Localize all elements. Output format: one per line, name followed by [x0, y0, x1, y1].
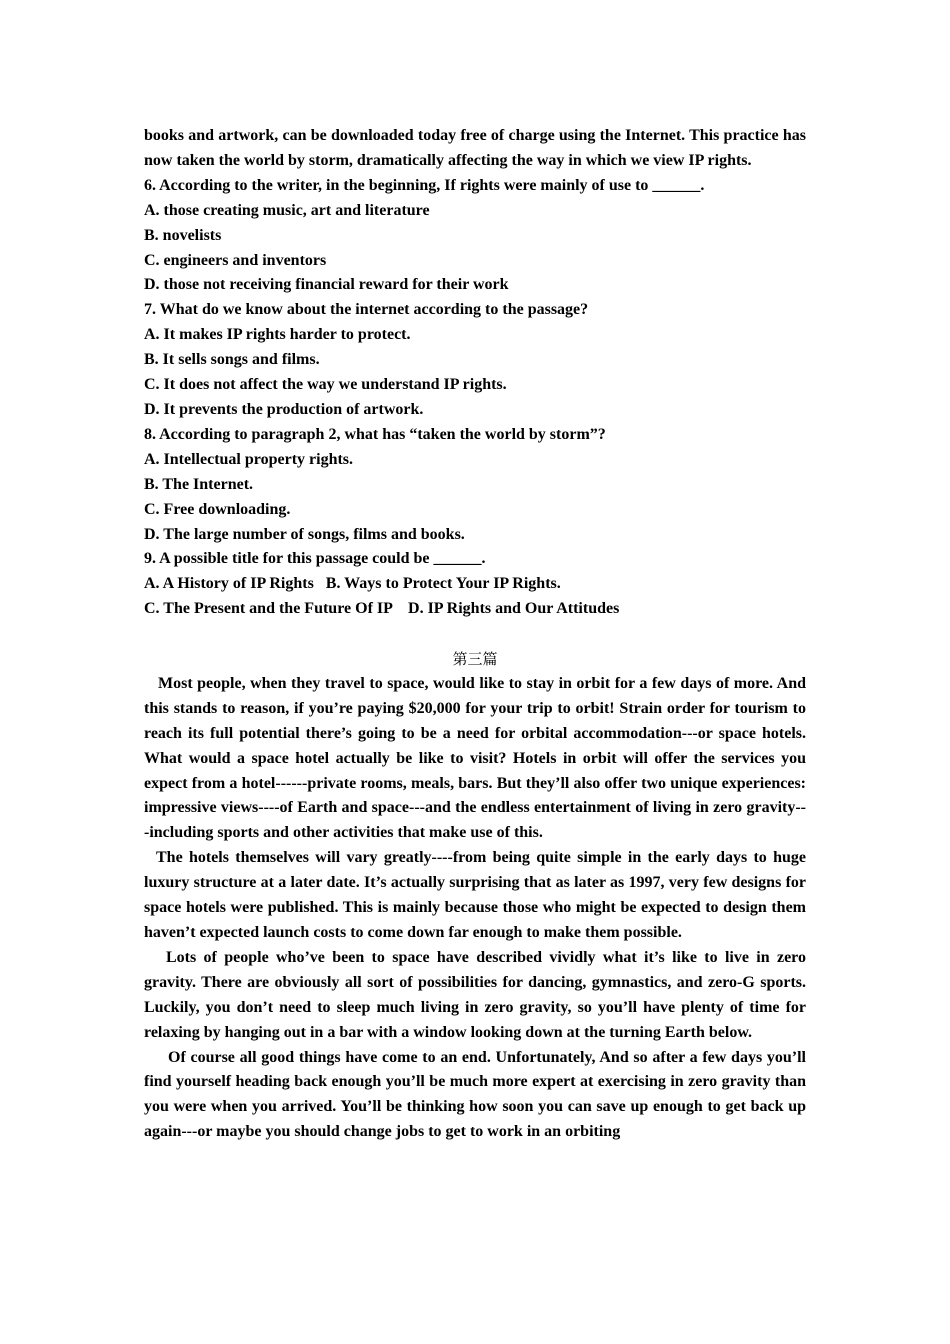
passage-2-tail: books and artwork, can be downloaded today free of charge using the Internet. This practice has now taken the world by storm, dramatically affecting the way in which we view IP rights. — [144, 127, 806, 169]
question-stem: 6. According to the writer, in the beginning, If rights were mainly of use to ______. — [144, 176, 705, 194]
question-stem: 7. What do we know about the internet according to the passage? — [144, 301, 589, 319]
option-d: D. The large number of songs, films and books. — [144, 525, 465, 543]
option-b: B. novelists — [144, 226, 222, 244]
question-stem: 8. According to paragraph 2, what has “taken the world by storm”? — [144, 425, 606, 443]
section-gap — [144, 622, 806, 647]
question-7 — [144, 298, 806, 423]
question-8 — [144, 423, 806, 548]
option-b: B. It sells songs and films. — [144, 351, 320, 369]
options-c-d: C. The Present and the Future Of IP D. IP Rights and Our Attitudes — [144, 600, 620, 618]
option-a: A. those creating music, art and literature — [144, 201, 430, 219]
question-6 — [144, 174, 806, 299]
passage-3-paragraph-3: Lots of people who’ve been to space have described vividly what it’s like to live in zero gravity. There are obviously all sort of possibilities for dancing, gymnastics, and zero-G sports. Luckily, you don’t need to sleep much living in zero gravity, so you’ll have plenty of time for relaxing by hanging out in a bar with a window looking down at the turning Earth below. — [144, 948, 806, 1041]
question-9 — [144, 547, 806, 622]
passage-3-paragraph-4: Of course all good things have come to an end. Unfortunately, And so after a few days you’ll find yourself heading back enough you’ll be much more expert at exercising in zero gravity than you were when you arrived. You’ll be thinking how soon you can save up enough to get back up again---or maybe you should change jobs to get to work in an orbiting — [144, 1048, 806, 1141]
option-c: C. engineers and inventors — [144, 251, 327, 269]
option-c: C. Free downloading. — [144, 500, 291, 518]
section-heading: 第三篇 — [452, 650, 498, 669]
option-d: D. It prevents the production of artwork. — [144, 400, 424, 418]
document-page — [144, 124, 806, 1145]
passage-3-paragraph-1: Most people, when they travel to space, would like to stay in orbit for a few days of more. And this stands to reason, if you’re paying $20,000 for your trip to orbit! Strain order for tourism to reach its full potential there’s going to be a need for orbital accommodation---or space hotels. What would a space hotel actually be like to visit? Hotels in orbit will offer the services you expect from a hotel------private rooms, meals, bars. But they’ll also offer two unique experiences: impressive views----of Earth and space---and the endless entertainment of living in zero gravity---including sports and other activities that make use of this. — [144, 674, 806, 842]
question-stem: 9. A possible title for this passage could be ______. — [144, 550, 486, 568]
option-a: A. Intellectual property rights. — [144, 450, 354, 468]
options-a-b: A. A History of IP Rights B. Ways to Protect Your IP Rights. — [144, 575, 561, 593]
option-d: D. those not receiving financial reward for their work — [144, 276, 509, 294]
option-a: A. It makes IP rights harder to protect. — [144, 326, 411, 344]
option-b: B. The Internet. — [144, 475, 254, 493]
passage-3-paragraph-2: The hotels themselves will vary greatly----from being quite simple in the early days to huge luxury structure at a later date. It’s actually surprising that as later as 1997, very few designs for space hotels were published. This is mainly because those who might be expected to design them haven’t expected launch costs to come down far enough to make them possible. — [144, 849, 806, 941]
option-c: C. It does not affect the way we understand IP rights. — [144, 376, 507, 394]
